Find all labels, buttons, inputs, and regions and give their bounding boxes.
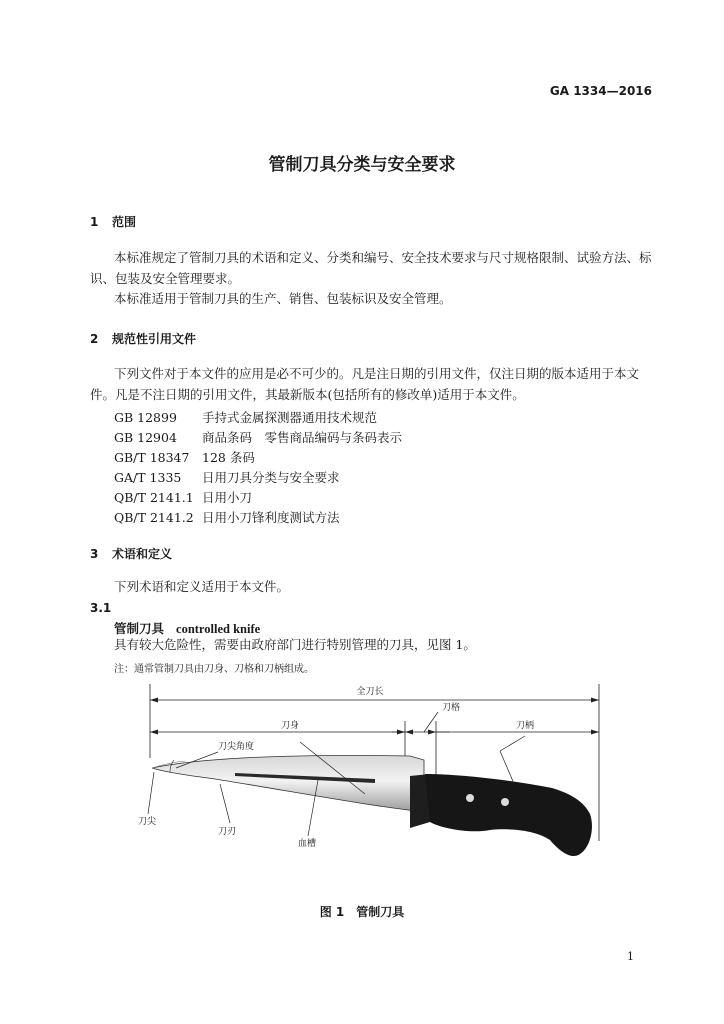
reference-title: 手持式金属探测器通用技术规范 <box>202 410 378 425</box>
reference-code: QB/T 2141.2 <box>114 510 194 525</box>
tip-angle-label: 刀尖角度 <box>218 742 255 752</box>
term-definition: 具有较大危险性，需要由政府部门进行特别管理的刀具，见图 1。 <box>114 637 476 652</box>
reference-title: 日用小刀 <box>202 490 253 505</box>
term-note: 注：通常管制刀具由刀身、刀格和刀柄组成。 <box>114 664 314 675</box>
section-2-paragraph-line-2: 件。凡是不注日期的引用文件，其最新版本(包括所有的修改单)适用于本文件。 <box>90 387 525 402</box>
edge-leader-line <box>220 784 230 823</box>
reference-code: GB 12904 <box>114 430 177 445</box>
document-title: 管制刀具分类与安全要求 <box>268 155 456 175</box>
figure-caption: 图 1 管制刀具 <box>319 905 405 919</box>
page-number: 1 <box>627 950 634 963</box>
section-number: 2 <box>90 332 99 346</box>
arrowhead <box>428 730 436 735</box>
section-title: 规范性引用文件 <box>112 332 197 346</box>
knife-blade <box>152 756 424 813</box>
term-english: controlled knife <box>176 622 261 636</box>
handle-label: 刀柄 <box>515 721 535 731</box>
section-3-heading <box>90 545 172 562</box>
section-title: 术语和定义 <box>112 547 173 561</box>
reference-title: 日用刀具分类与安全要求 <box>202 470 340 485</box>
section-1-heading <box>90 213 136 230</box>
tip-label: 刀尖 <box>138 817 157 827</box>
reference-title: 128 条码 <box>202 450 255 465</box>
controlled-knife-figure <box>140 676 610 881</box>
handle-rivet <box>466 794 474 802</box>
reference-item <box>114 508 340 526</box>
reference-item <box>114 468 340 486</box>
reference-item <box>114 428 402 446</box>
arrowhead <box>150 730 158 735</box>
reference-item <box>114 448 255 466</box>
guard-label: 刀格 <box>442 703 461 713</box>
section-number: 1 <box>90 215 99 229</box>
knife-handle <box>425 774 592 856</box>
edge-label: 刀刃 <box>218 827 237 837</box>
term-chinese: 管制刀具 <box>114 621 165 636</box>
reference-item <box>114 408 377 426</box>
reference-code: QB/T 2141.1 <box>114 490 194 505</box>
section-1-paragraph-1-line-1: 本标准规定了管制刀具的术语和定义、分类和编号、安全技术要求与尺寸规格限制、试验方法、标 <box>114 250 652 265</box>
total-length-label: 全刀长 <box>356 687 384 697</box>
reference-item <box>114 488 252 506</box>
blade-label: 刀身 <box>280 721 300 731</box>
arrowhead <box>591 698 599 703</box>
subsection-number: 3.1 <box>90 601 112 615</box>
handle-rivet <box>501 798 509 806</box>
section-2-heading <box>90 330 196 347</box>
groove-label: 血槽 <box>298 839 317 849</box>
section-1-paragraph-2: 本标准适用于管制刀具的生产、销售、包装标识及安全管理。 <box>114 291 452 306</box>
section-1-paragraph-1-line-2: 识、包装及安全管理要求。 <box>90 271 241 286</box>
document-number: GA 1334—2016 <box>549 84 652 98</box>
reference-title: 日用小刀锋利度测试方法 <box>202 510 340 525</box>
reference-code: GB 12899 <box>114 410 177 425</box>
reference-title: 商品条码 零售商品编码与条码表示 <box>202 430 403 445</box>
tip-leader-line <box>148 772 154 814</box>
reference-code: GA/T 1335 <box>114 470 182 485</box>
section-3-paragraph: 下列术语和定义适用于本文件。 <box>114 579 290 594</box>
section-2-paragraph-line-1: 下列文件对于本文件的应用是必不可少的。凡是注日期的引用文件，仅注日期的版本适用于本文 <box>114 366 640 381</box>
arrowhead <box>405 730 413 735</box>
arrowhead <box>591 730 599 735</box>
reference-code: GB/T 18347 <box>114 450 190 465</box>
section-title: 范围 <box>112 215 137 229</box>
section-number: 3 <box>90 547 99 561</box>
arrowhead <box>150 698 158 703</box>
handle-leader-line-upper <box>500 736 525 751</box>
